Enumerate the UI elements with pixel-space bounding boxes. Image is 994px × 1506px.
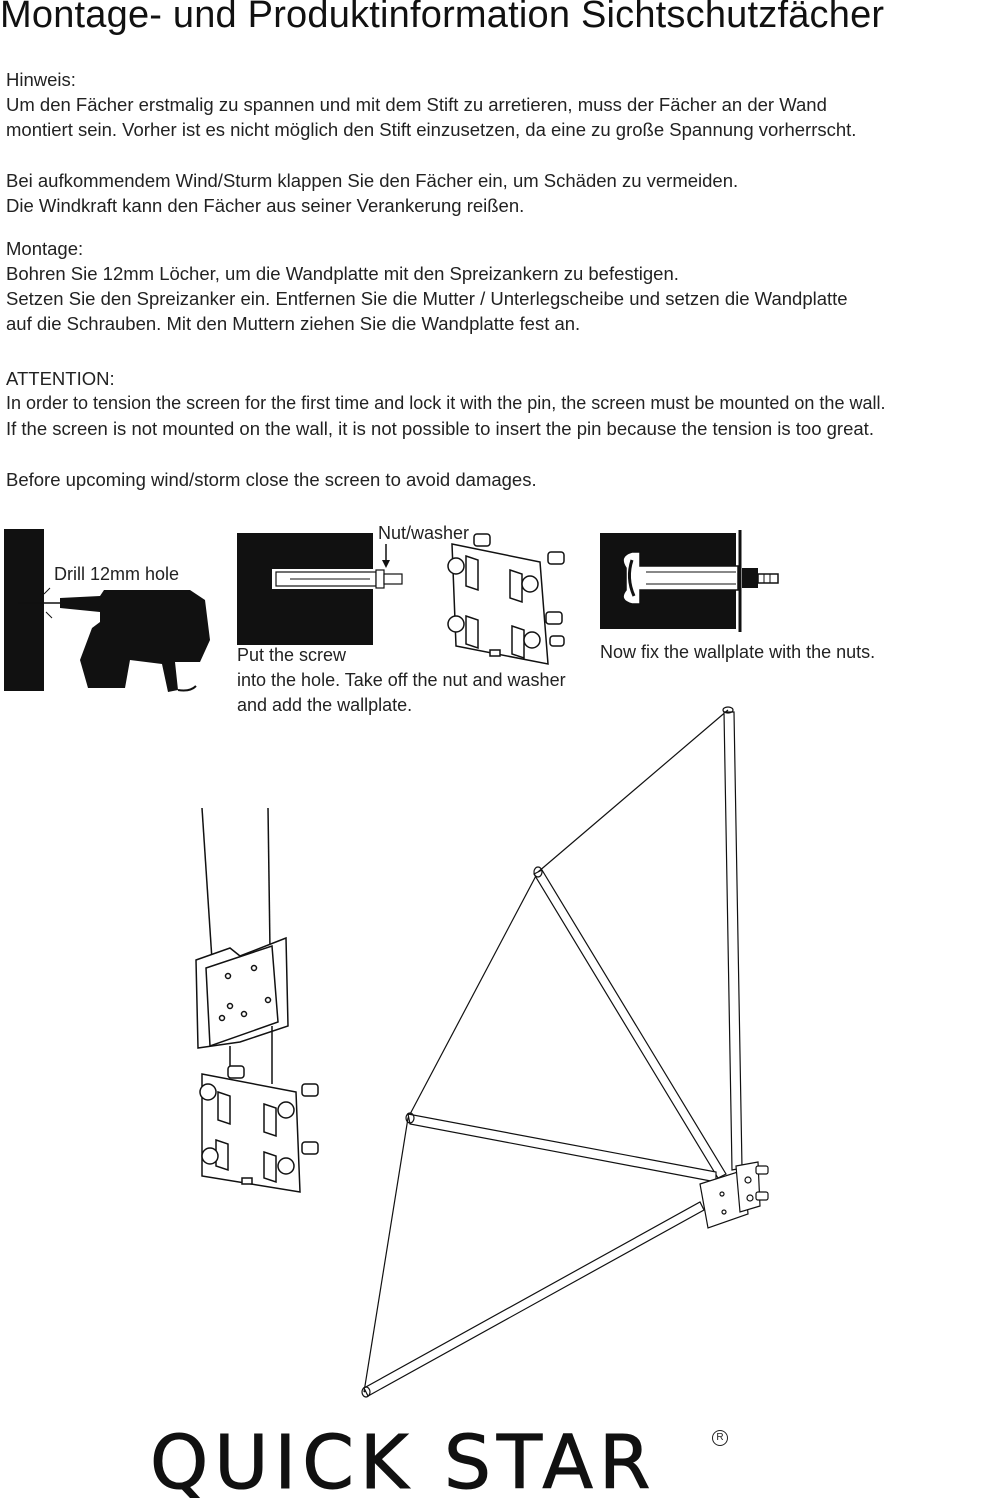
- fixed-anchor-illustration: [600, 530, 778, 632]
- montage-heading: Montage:: [6, 238, 84, 259]
- screw-instruction: [237, 643, 566, 718]
- drill-illustration: [4, 529, 210, 692]
- hinweis-heading: Hinweis:: [6, 69, 76, 90]
- wind-de-line: Die Windkraft kann den Fächer aus seiner Verankerung reißen.: [6, 195, 525, 216]
- bracket-detail-illustration: [196, 808, 318, 1192]
- quick-star-logo: QUICK STAR: [150, 1420, 657, 1506]
- hinweis-line: Um den Fächer erstmalig zu spannen und mit dem Stift zu arretieren, muss der Fächer an der Wand: [6, 94, 827, 115]
- attention-heading: ATTENTION:: [6, 368, 115, 389]
- fan-screen-illustration: [362, 707, 768, 1397]
- wind-de-line: Bei aufkommendem Wind/Sturm klappen Sie den Fächer ein, um Schäden zu vermeiden.: [6, 170, 739, 191]
- montage-line: Bohren Sie 12mm Löcher, um die Wandplatte mit den Spreizankern zu befestigen.: [6, 263, 679, 284]
- screw-line: into the hole. Take off the nut and washer: [237, 670, 566, 690]
- montage-line: auf die Schrauben. Mit den Muttern ziehen Sie die Wandplatte fest an.: [6, 313, 581, 334]
- attention-line: In order to tension the screen for the first time and lock it with the pin, the screen must be mounted on the wall.: [6, 393, 886, 413]
- registered-mark: R: [712, 1430, 728, 1446]
- page-title: Montage- und Produktinformation Sichtschutzfächer: [0, 0, 885, 36]
- wind-en-line: Before upcoming wind/storm close the screen to avoid damages.: [6, 469, 537, 490]
- screw-line: Put the screw: [237, 645, 347, 665]
- attention-line: If the screen is not mounted on the wall, it is not possible to insert the pin because the tension is too great.: [6, 418, 874, 439]
- montage-line: Setzen Sie den Spreizanker ein. Entfernen Sie die Mutter / Unterlegscheibe und setzen die Wandplatte: [6, 288, 848, 309]
- drill-label: Drill 12mm hole: [54, 564, 180, 584]
- screw-line: and add the wallplate.: [237, 695, 413, 715]
- fix-instruction: Now fix the wallplate with the nuts.: [600, 642, 876, 662]
- hinweis-line: montiert sein. Vorher ist es nicht möglich den Stift einzusetzen, da eine zu große Spannung vorherrscht.: [6, 119, 857, 140]
- anchor-illustration: [237, 533, 402, 645]
- nut-washer-label: Nut/washer: [378, 523, 470, 543]
